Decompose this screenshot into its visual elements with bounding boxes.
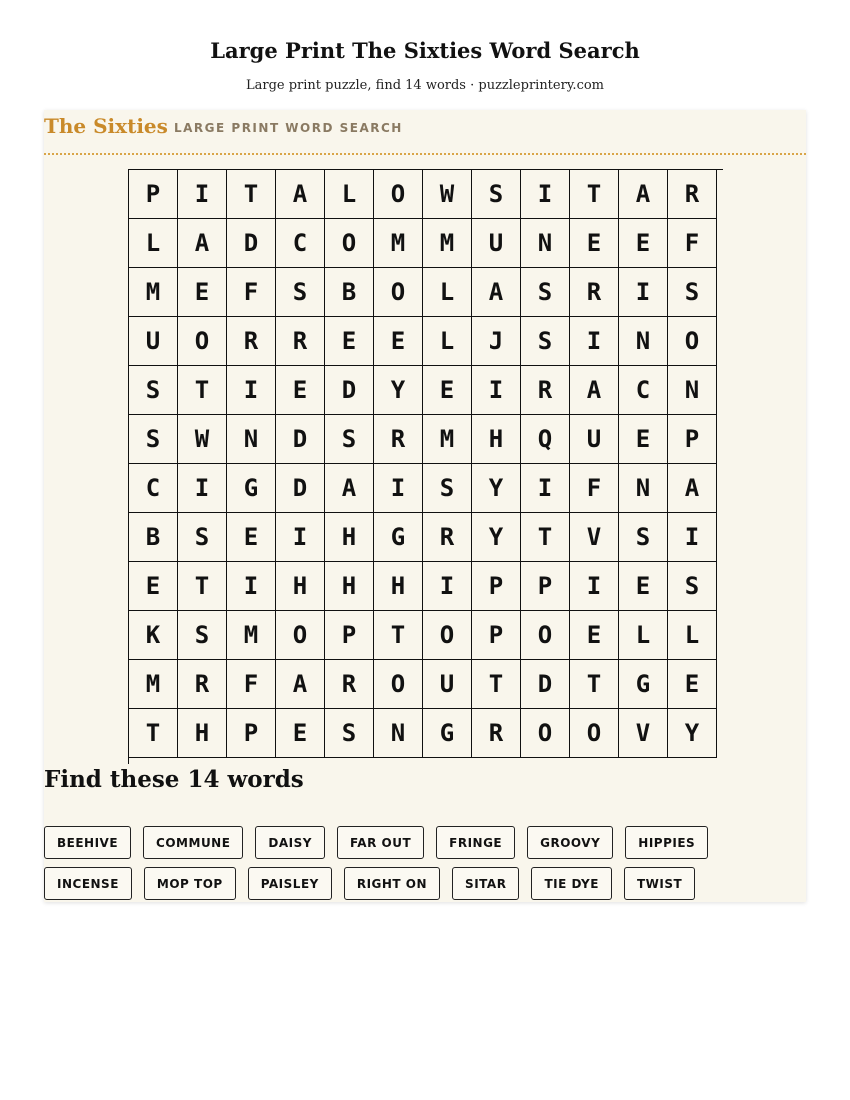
word-chip[interactable]: SITAR: [452, 867, 519, 900]
grid-cell[interactable]: T: [570, 660, 619, 709]
grid-cell[interactable]: I: [570, 317, 619, 366]
grid-cell[interactable]: I: [227, 562, 276, 611]
grid-cell[interactable]: R: [668, 170, 717, 219]
grid-cell[interactable]: O: [521, 709, 570, 758]
grid-cell[interactable]: U: [129, 317, 178, 366]
grid-cell[interactable]: O: [374, 268, 423, 317]
grid-cell[interactable]: R: [472, 709, 521, 758]
grid-cell[interactable]: V: [619, 709, 668, 758]
grid-cell[interactable]: K: [129, 611, 178, 660]
grid-cell[interactable]: H: [472, 415, 521, 464]
grid-cell[interactable]: A: [472, 268, 521, 317]
grid-cell[interactable]: O: [374, 170, 423, 219]
grid-cell[interactable]: N: [374, 709, 423, 758]
grid-cell[interactable]: J: [472, 317, 521, 366]
grid-cell[interactable]: L: [423, 317, 472, 366]
grid-cell[interactable]: V: [570, 513, 619, 562]
grid-cell[interactable]: D: [276, 464, 325, 513]
grid-cell[interactable]: I: [227, 366, 276, 415]
grid-cell[interactable]: E: [325, 317, 374, 366]
grid-cell[interactable]: D: [325, 366, 374, 415]
grid-cell[interactable]: H: [374, 562, 423, 611]
grid-cell[interactable]: O: [325, 219, 374, 268]
grid-cell[interactable]: E: [619, 415, 668, 464]
grid-cell[interactable]: Q: [521, 415, 570, 464]
grid-cell[interactable]: N: [668, 366, 717, 415]
grid-cell[interactable]: I: [423, 562, 472, 611]
grid-cell[interactable]: G: [227, 464, 276, 513]
grid-cell[interactable]: P: [325, 611, 374, 660]
word-list: [44, 826, 806, 908]
grid-cell[interactable]: Y: [472, 464, 521, 513]
grid-cell[interactable]: E: [374, 317, 423, 366]
grid-cell[interactable]: L: [423, 268, 472, 317]
grid-cell[interactable]: C: [129, 464, 178, 513]
grid-cell[interactable]: A: [619, 170, 668, 219]
grid-cell[interactable]: U: [423, 660, 472, 709]
grid-cell[interactable]: L: [129, 219, 178, 268]
grid-cell[interactable]: S: [619, 513, 668, 562]
word-chip[interactable]: COMMUNE: [143, 826, 243, 859]
grid-cell[interactable]: I: [374, 464, 423, 513]
grid-cell[interactable]: N: [521, 219, 570, 268]
grid-cell[interactable]: I: [521, 464, 570, 513]
grid-cell[interactable]: H: [325, 513, 374, 562]
grid-cell[interactable]: G: [423, 709, 472, 758]
grid-cell[interactable]: E: [619, 219, 668, 268]
grid-cell[interactable]: R: [570, 268, 619, 317]
grid-cell[interactable]: F: [227, 660, 276, 709]
grid-cell[interactable]: E: [619, 562, 668, 611]
grid-cell[interactable]: A: [178, 219, 227, 268]
grid-cell[interactable]: S: [521, 268, 570, 317]
grid-cell[interactable]: U: [472, 219, 521, 268]
grid-cell[interactable]: O: [521, 611, 570, 660]
grid-cell[interactable]: F: [227, 268, 276, 317]
word-chip[interactable]: MOP TOP: [144, 867, 236, 900]
grid-cell[interactable]: B: [129, 513, 178, 562]
word-chip[interactable]: DAISY: [255, 826, 325, 859]
grid-cell[interactable]: T: [178, 562, 227, 611]
word-row: [44, 826, 806, 859]
grid-cell[interactable]: M: [423, 415, 472, 464]
grid-cell[interactable]: G: [374, 513, 423, 562]
word-chip[interactable]: PAISLEY: [248, 867, 332, 900]
grid-cell[interactable]: A: [668, 464, 717, 513]
letter-grid[interactable]: [128, 169, 723, 764]
grid-cell[interactable]: E: [178, 268, 227, 317]
grid-cell[interactable]: R: [178, 660, 227, 709]
card-header: [44, 110, 806, 155]
grid-cell[interactable]: T: [374, 611, 423, 660]
grid-cell[interactable]: Y: [472, 513, 521, 562]
page-title: Large Print The Sixties Word Search: [210, 38, 640, 63]
grid-cell[interactable]: S: [178, 513, 227, 562]
grid-cell[interactable]: Y: [668, 709, 717, 758]
word-list-heading: Find these 14 words: [44, 766, 304, 793]
grid-cell[interactable]: M: [129, 660, 178, 709]
grid-cell[interactable]: P: [472, 611, 521, 660]
grid-cell[interactable]: I: [570, 562, 619, 611]
word-chip[interactable]: TIE DYE: [531, 867, 612, 900]
grid-cell[interactable]: F: [668, 219, 717, 268]
grid-cell[interactable]: G: [619, 660, 668, 709]
word-chip[interactable]: INCENSE: [44, 867, 132, 900]
grid-cell[interactable]: F: [570, 464, 619, 513]
grid-cell[interactable]: R: [276, 317, 325, 366]
grid-cell[interactable]: M: [423, 219, 472, 268]
grid-cell[interactable]: P: [521, 562, 570, 611]
grid-cell[interactable]: T: [129, 709, 178, 758]
grid-cell[interactable]: S: [129, 415, 178, 464]
grid-cell[interactable]: T: [570, 170, 619, 219]
grid-cell[interactable]: D: [521, 660, 570, 709]
grid-cell[interactable]: P: [668, 415, 717, 464]
puzzle-tagline: LARGE PRINT WORD SEARCH: [174, 121, 403, 135]
grid-cell[interactable]: E: [276, 709, 325, 758]
grid-cell[interactable]: I: [521, 170, 570, 219]
grid-cell[interactable]: B: [325, 268, 374, 317]
grid-cell[interactable]: E: [227, 513, 276, 562]
word-chip[interactable]: FRINGE: [436, 826, 515, 859]
grid-cell[interactable]: O: [570, 709, 619, 758]
grid-cell[interactable]: R: [227, 317, 276, 366]
grid-cell[interactable]: I: [619, 268, 668, 317]
grid-cell[interactable]: C: [276, 219, 325, 268]
grid-cell[interactable]: O: [423, 611, 472, 660]
grid-cell[interactable]: O: [668, 317, 717, 366]
grid-cell[interactable]: L: [619, 611, 668, 660]
grid-cell[interactable]: T: [178, 366, 227, 415]
grid-cell[interactable]: H: [178, 709, 227, 758]
grid-cell[interactable]: H: [276, 562, 325, 611]
grid-cell[interactable]: I: [178, 170, 227, 219]
grid-cell[interactable]: A: [325, 464, 374, 513]
grid-cell[interactable]: I: [668, 513, 717, 562]
grid-cell[interactable]: S: [423, 464, 472, 513]
grid-cell[interactable]: L: [325, 170, 374, 219]
grid-cell[interactable]: T: [227, 170, 276, 219]
grid-cell[interactable]: A: [276, 660, 325, 709]
puzzle-card: [44, 110, 806, 902]
grid-cell[interactable]: S: [178, 611, 227, 660]
grid-cell[interactable]: O: [178, 317, 227, 366]
grid-cell[interactable]: T: [521, 513, 570, 562]
grid-cell[interactable]: D: [227, 219, 276, 268]
grid-cell[interactable]: T: [472, 660, 521, 709]
grid-cell[interactable]: W: [178, 415, 227, 464]
grid-cell[interactable]: S: [325, 415, 374, 464]
grid-cell[interactable]: N: [619, 317, 668, 366]
grid-cell[interactable]: P: [227, 709, 276, 758]
page-subtitle: Large print puzzle, find 14 words · puzzleprintery.com: [245, 78, 605, 93]
word-chip[interactable]: HIPPIES: [625, 826, 708, 859]
grid-cell[interactable]: I: [178, 464, 227, 513]
grid-cell[interactable]: D: [276, 415, 325, 464]
grid-cell[interactable]: N: [619, 464, 668, 513]
grid-cell[interactable]: E: [423, 366, 472, 415]
grid-cell[interactable]: L: [668, 611, 717, 660]
grid-cell[interactable]: N: [227, 415, 276, 464]
grid-cell[interactable]: A: [276, 170, 325, 219]
grid-cell[interactable]: S: [472, 170, 521, 219]
grid-cell[interactable]: P: [129, 170, 178, 219]
word-chip[interactable]: TWIST: [624, 867, 695, 900]
grid-cell[interactable]: C: [619, 366, 668, 415]
grid-cell[interactable]: S: [129, 366, 178, 415]
word-row: [44, 867, 806, 900]
grid-cell[interactable]: S: [668, 562, 717, 611]
grid-cell[interactable]: R: [423, 513, 472, 562]
grid-cell[interactable]: I: [276, 513, 325, 562]
grid-cell[interactable]: U: [570, 415, 619, 464]
grid-cell[interactable]: S: [276, 268, 325, 317]
word-chip[interactable]: RIGHT ON: [344, 867, 440, 900]
word-chip[interactable]: BEEHIVE: [44, 826, 131, 859]
grid-cell[interactable]: M: [374, 219, 423, 268]
word-chip[interactable]: FAR OUT: [337, 826, 424, 859]
grid-cell[interactable]: M: [227, 611, 276, 660]
grid-cell[interactable]: E: [668, 660, 717, 709]
grid-cell[interactable]: A: [570, 366, 619, 415]
grid-cell[interactable]: R: [374, 415, 423, 464]
grid-cell[interactable]: P: [472, 562, 521, 611]
grid-cell[interactable]: E: [570, 611, 619, 660]
word-chip[interactable]: GROOVY: [527, 826, 613, 859]
grid-cell[interactable]: M: [129, 268, 178, 317]
grid-cell[interactable]: W: [423, 170, 472, 219]
grid-cell[interactable]: O: [276, 611, 325, 660]
puzzle-theme-title: The Sixties: [44, 114, 168, 138]
grid-cell[interactable]: H: [325, 562, 374, 611]
grid-cell[interactable]: S: [668, 268, 717, 317]
grid-cell[interactable]: E: [129, 562, 178, 611]
grid-cell[interactable]: E: [570, 219, 619, 268]
grid-cell[interactable]: R: [521, 366, 570, 415]
grid-cell[interactable]: S: [521, 317, 570, 366]
grid-cell[interactable]: R: [325, 660, 374, 709]
grid-cell[interactable]: S: [325, 709, 374, 758]
grid-cell[interactable]: E: [276, 366, 325, 415]
grid-cell[interactable]: Y: [374, 366, 423, 415]
grid-cell[interactable]: I: [472, 366, 521, 415]
grid-cell[interactable]: O: [374, 660, 423, 709]
